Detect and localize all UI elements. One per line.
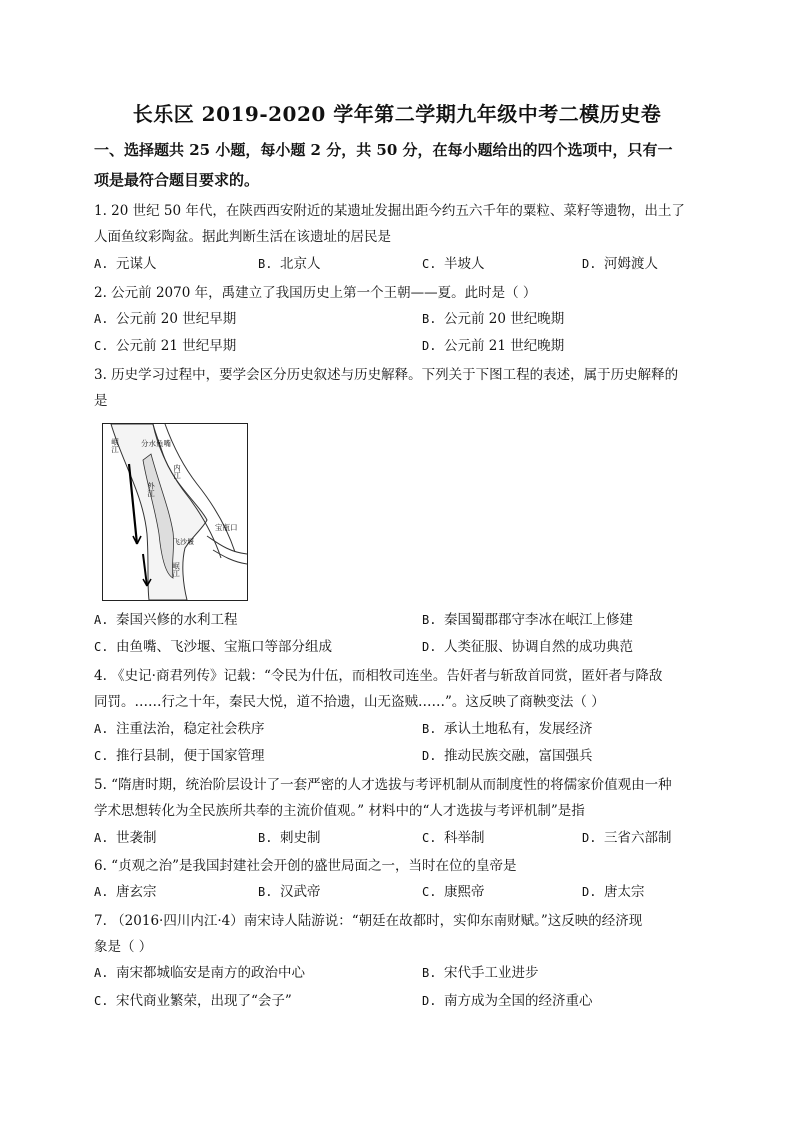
question-6-line1: 6. “贞观之治”是我国封建社会开创的盛世局面之一，当时在位的皇帝是: [94, 858, 517, 874]
q2-option-c: C. 公元前 21 世纪早期: [94, 338, 237, 354]
q6-option-c: C. 康熙帝: [422, 884, 485, 900]
question-3-line1: 3. 历史学习过程中，要学会区分历史叙述与历史解释。下列关于下图工程的表述，属于历史解释的: [94, 367, 679, 383]
question-3-line2: 是: [94, 393, 108, 409]
q3-option-c: C. 由鱼嘴、飞沙堰、宝瓶口等部分组成: [94, 639, 332, 655]
q4-option-b: B. 承认土地私有，发展经济: [422, 721, 593, 737]
question-2-line1: 2. 公元前 2070 年，禹建立了我国历史上第一个王朝——夏。此时是（ ）: [94, 285, 537, 301]
q7-option-b: B. 宋代手工业进步: [422, 965, 539, 981]
q5-option-a: A. 世袭制: [94, 830, 157, 846]
question-5-line2: 学术思想转化为全民族所共奉的主流价值观。” 材料中的“人才选拔与考评机制”是指: [94, 803, 585, 819]
q1-option-c: C. 半坡人: [422, 256, 485, 272]
question-4-line1: 4. 《史记·商君列传》记载：“令民为什伍，而相牧司连坐。告奸者与斩敌首同赏，匿奸者与降敌: [94, 668, 663, 684]
question-7-line2: 象是（ ）: [94, 939, 153, 955]
q5-option-b: B. 刺史制: [258, 830, 321, 846]
q4-option-c: C. 推行县制，便于国家管理: [94, 748, 265, 764]
q4-option-d: D. 推动民族交融，富国强兵: [422, 748, 593, 764]
label-fenshui-yuzui: 分水鱼嘴: [141, 439, 171, 448]
dujiangyan-map: [102, 423, 248, 601]
label-neijiang: 内江: [172, 464, 182, 479]
q7-option-d: D. 南方成为全国的经济重心: [422, 993, 593, 1009]
q3-option-a: A. 秦国兴修的水利工程: [94, 612, 238, 628]
label-minjiang-top: 岷江: [110, 438, 120, 453]
q3-option-b: B. 秦国蜀郡郡守李冰在岷江上修建: [422, 612, 633, 628]
q6-option-d: D. 唐太宗: [582, 884, 645, 900]
question-7-line1: 7. （2016·四川内江·4）南宋诗人陆游说：“朝廷在故都时，实仰东南财赋。”这反映的经济现: [94, 913, 643, 929]
q7-option-c: C. 宋代商业繁荣，出现了“会子”: [94, 993, 292, 1009]
q2-option-d: D. 公元前 21 世纪晚期: [422, 338, 565, 354]
q2-option-a: A. 公元前 20 世纪早期: [94, 311, 237, 327]
q6-option-a: A. 唐玄宗: [94, 884, 157, 900]
question-1-line1: 1. 20 世纪 50 年代，在陕西西安附近的某遗址发掘出距今约五六千年的粟粒、菜籽等遗物，出土了: [94, 203, 685, 219]
label-feishayan: 飞沙堰: [173, 538, 194, 546]
section-heading-line2: 项是最符合题目要求的。: [94, 171, 260, 189]
section-heading-line1: 一、选择题共 25 小题，每小题 2 分，共 50 分，在每小题给出的四个选项中，只有一: [94, 141, 673, 159]
q7-option-a: A. 南宋都城临安是南方的政治中心: [94, 965, 305, 981]
question-5-line1: 5. “隋唐时期，统治阶层设计了一套严密的人才选拔与考评机制从而制度性的将儒家价值观由一种: [94, 777, 672, 793]
q5-option-d: D. 三省六部制: [582, 830, 672, 846]
exam-title: 长乐区 2019-2020 学年第二学期九年级中考二模历史卷: [132, 102, 662, 126]
q3-option-d: D. 人类征服、协调自然的成功典范: [422, 639, 633, 655]
question-4-line2: 同罚。……行之十年，秦民大悦，道不拾遗，山无盗贼……”。这反映了商鞅变法（ ）: [94, 694, 605, 710]
q6-option-b: B. 汉武帝: [258, 884, 321, 900]
label-waijiang: 外江: [146, 482, 156, 497]
question-1-line2: 人面鱼纹彩陶盆。据此判断生活在该遗址的居民是: [94, 229, 391, 245]
q1-option-b: B. 北京人: [258, 256, 321, 272]
q2-option-b: B. 公元前 20 世纪晚期: [422, 311, 565, 327]
label-baopingkou: 宝瓶口: [215, 523, 238, 532]
q5-option-c: C. 科举制: [422, 830, 485, 846]
label-minjiang-bottom: 岷江: [171, 562, 181, 577]
q1-option-a: A. 元谋人: [94, 256, 157, 272]
q1-option-d: D. 河姆渡人: [582, 256, 658, 272]
q4-option-a: A. 注重法治，稳定社会秩序: [94, 721, 265, 737]
